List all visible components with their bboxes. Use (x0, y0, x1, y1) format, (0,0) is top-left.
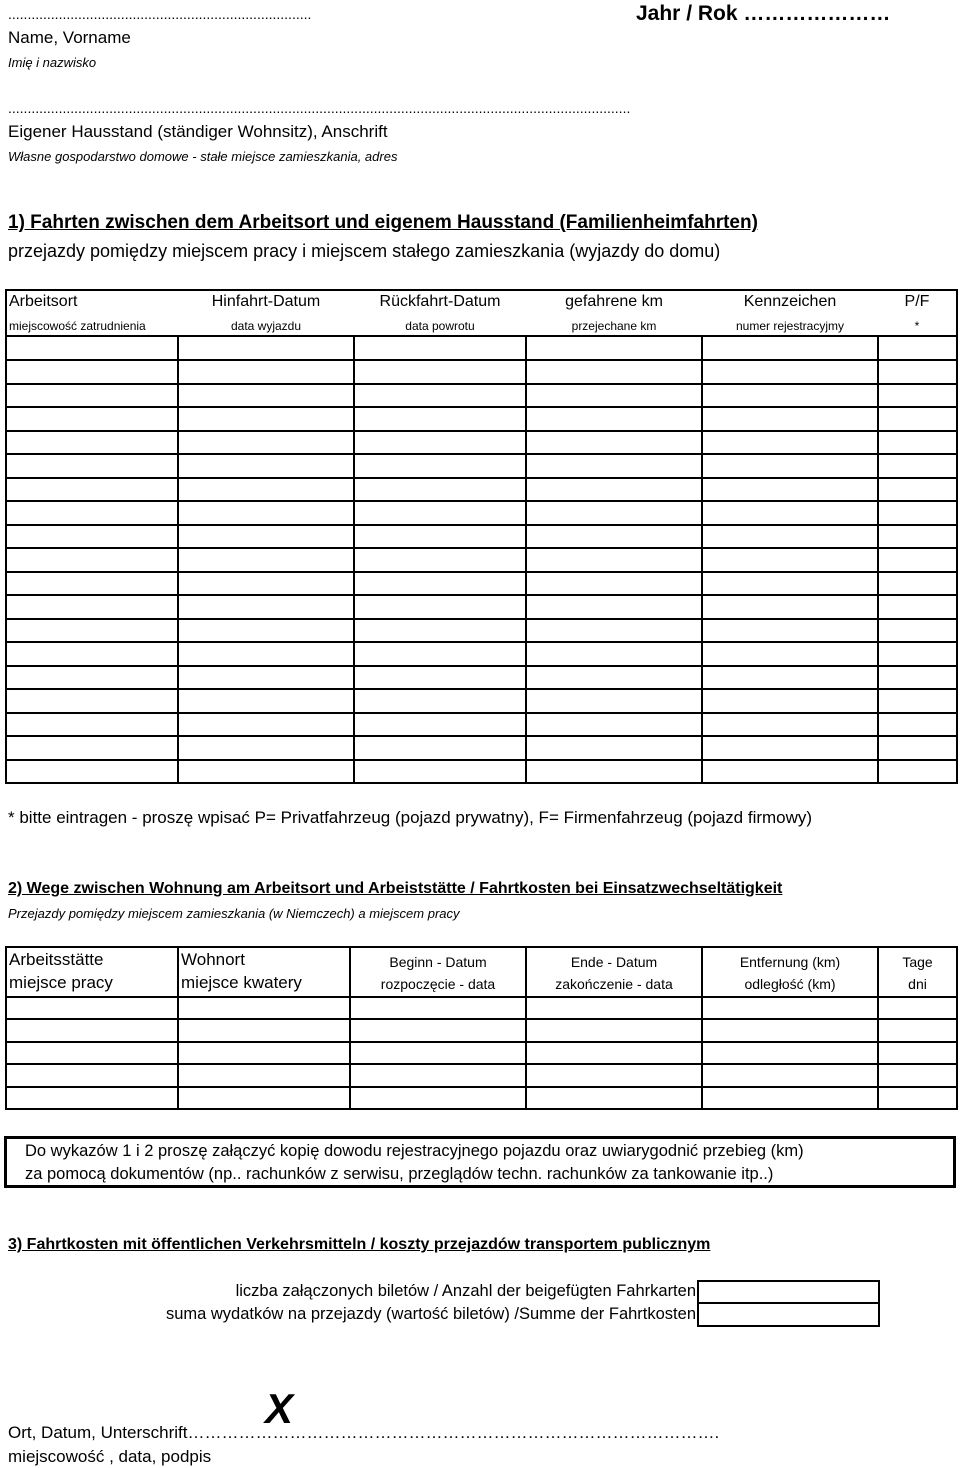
table-cell[interactable] (178, 1064, 350, 1087)
table-cell[interactable] (178, 431, 354, 455)
table-cell[interactable] (702, 336, 878, 360)
table-cell[interactable] (526, 1042, 702, 1065)
table-row (6, 454, 957, 478)
column-subheader: data powrotu (405, 319, 475, 333)
column-header: Arbeitsort (9, 293, 78, 310)
section1-title: 1) Fahrten zwischen dem Arbeitsort und eigenem Hausstand (Familienheimfahrten) (8, 212, 758, 233)
table-cell[interactable] (526, 454, 702, 478)
column-header: Rückfahrt-Datum (379, 293, 501, 310)
header-cell (350, 947, 526, 997)
trips-table-body (6, 336, 957, 783)
table-cell[interactable] (6, 572, 178, 596)
table-row (6, 642, 957, 666)
table-cell[interactable] (6, 997, 178, 1019)
table-cell[interactable] (178, 1019, 350, 1042)
table-cell[interactable] (354, 736, 526, 760)
section1-subtitle: przejazdy pomiędzy miejscem pracy i miejscem stałego zamieszkania (wyjazdy do domu) (8, 241, 721, 261)
table-cell[interactable] (878, 619, 957, 643)
table-cell[interactable] (702, 713, 878, 737)
table-cell[interactable] (178, 736, 354, 760)
table-cell[interactable] (526, 336, 702, 360)
table-row (6, 384, 957, 408)
table-cell[interactable] (178, 1042, 350, 1065)
total-costs-label: suma wydatków na przejazdy (wartość biletów) /Summe der Fahrtkosten (165, 1305, 696, 1323)
table-cell[interactable] (526, 689, 702, 713)
table-cell[interactable] (6, 666, 178, 690)
column-subheader: przejechane km (571, 319, 657, 333)
table-row (6, 407, 957, 431)
table-cell[interactable] (354, 336, 526, 360)
table-cell[interactable] (350, 997, 526, 1019)
table-row (6, 689, 957, 713)
header-cell (878, 290, 957, 336)
column-subheader: miejsce kwatery (181, 973, 302, 992)
table-cell[interactable] (6, 1019, 178, 1042)
table-cell[interactable] (702, 572, 878, 596)
table-cell[interactable] (526, 1064, 702, 1087)
table-cell[interactable] (526, 1087, 702, 1110)
signature-sublabel: miejscowość , data, podpis (8, 1447, 212, 1466)
table-cell[interactable] (354, 454, 526, 478)
table-cell[interactable] (354, 666, 526, 690)
table-row (6, 736, 957, 760)
table-cell[interactable] (878, 407, 957, 431)
table-row (6, 548, 957, 572)
table-row (6, 713, 957, 737)
table-cell[interactable] (702, 595, 878, 619)
table-cell[interactable] (526, 595, 702, 619)
table-cell[interactable] (178, 407, 354, 431)
column-subheader: rozpoczęcie - data (380, 976, 496, 992)
commute-table-header (6, 947, 957, 997)
table-cell[interactable] (526, 525, 702, 549)
table-cell[interactable] (526, 431, 702, 455)
name-sublabel: Imię i nazwisko (8, 55, 97, 70)
table-cell[interactable] (354, 478, 526, 502)
table-cell[interactable] (6, 595, 178, 619)
table-cell[interactable] (350, 1019, 526, 1042)
table-cell[interactable] (350, 1042, 526, 1065)
table-cell[interactable] (6, 1064, 178, 1087)
column-header: gefahrene km (565, 293, 663, 310)
tickets-count-label: liczba załączonych biletów / Anzahl der beigefügten Fahrkarten (235, 1282, 696, 1300)
section2-subtitle: Przejazdy pomiędzy miejscem zamieszkania (w Niemczech) a miejscem pracy (8, 906, 460, 921)
column-header: Kennzeichen (743, 293, 837, 310)
table-cell[interactable] (878, 384, 957, 408)
table-cell[interactable] (702, 454, 878, 478)
table-row (6, 1019, 957, 1042)
table-cell[interactable] (702, 997, 878, 1019)
table-cell[interactable] (878, 595, 957, 619)
table-cell[interactable] (354, 501, 526, 525)
column-header: Entfernung (km) (739, 954, 841, 970)
table-cell[interactable] (6, 619, 178, 643)
table-cell[interactable] (702, 1064, 878, 1087)
column-header: P/F (904, 293, 930, 310)
table-cell[interactable] (354, 407, 526, 431)
table-cell[interactable] (878, 525, 957, 549)
table-cell[interactable] (6, 736, 178, 760)
table-cell[interactable] (526, 666, 702, 690)
table-cell[interactable] (354, 572, 526, 596)
table-cell[interactable] (6, 454, 178, 478)
table-cell[interactable] (6, 501, 178, 525)
table-row (6, 525, 957, 549)
table-cell[interactable] (178, 478, 354, 502)
table-cell[interactable] (6, 360, 178, 384)
table-row (6, 1087, 957, 1110)
table-cell[interactable] (702, 736, 878, 760)
column-subheader: data wyjazdu (230, 319, 302, 333)
table-cell[interactable] (702, 431, 878, 455)
table-cell[interactable] (6, 1087, 178, 1110)
header-cell (878, 947, 957, 997)
table-cell[interactable] (354, 360, 526, 384)
table-cell[interactable] (526, 360, 702, 384)
table-cell[interactable] (178, 713, 354, 737)
table-row (6, 595, 957, 619)
column-header: Beginn - Datum (389, 954, 487, 970)
table-cell[interactable] (878, 572, 957, 596)
table-cell[interactable] (178, 689, 354, 713)
table-cell[interactable] (354, 689, 526, 713)
column-subheader: miejsce pracy (9, 973, 113, 992)
column-subheader: numer rejestracyjmy (735, 319, 845, 333)
table-cell[interactable] (878, 666, 957, 690)
column-header: Wohnort (181, 950, 245, 969)
table-cell[interactable] (6, 384, 178, 408)
table-cell[interactable] (878, 736, 957, 760)
column-header: Arbeitsstätte (9, 950, 104, 969)
table-cell[interactable] (6, 548, 178, 572)
table-cell[interactable] (702, 407, 878, 431)
column-subheader: dni (908, 976, 927, 992)
column-subheader: zakończenie - data (555, 976, 673, 992)
table-row (6, 997, 957, 1019)
table-cell[interactable] (178, 760, 354, 784)
table-cell[interactable] (6, 478, 178, 502)
table-cell[interactable] (178, 336, 354, 360)
column-header: Hinfahrt-Datum (211, 293, 321, 310)
table-cell[interactable] (354, 525, 526, 549)
address-dotted-line: ................................................................................................................................................................ (8, 100, 631, 116)
table-cell[interactable] (354, 760, 526, 784)
table-cell[interactable] (178, 384, 354, 408)
table-cell[interactable] (878, 501, 957, 525)
table-row (6, 1042, 957, 1065)
table-cell[interactable] (526, 548, 702, 572)
header-cell (6, 947, 178, 997)
table-cell[interactable] (702, 501, 878, 525)
table-cell[interactable] (354, 642, 526, 666)
table-cell[interactable] (354, 619, 526, 643)
table-cell[interactable] (354, 431, 526, 455)
table-cell[interactable] (702, 1042, 878, 1065)
commute-table-body (6, 997, 957, 1109)
table-cell[interactable] (878, 1042, 957, 1065)
table-cell[interactable] (878, 454, 957, 478)
commute-table (5, 946, 958, 1110)
table-cell[interactable] (526, 478, 702, 502)
name-label: Name, Vorname (8, 28, 131, 47)
table-cell[interactable] (6, 642, 178, 666)
notice-line-2: za pomocą dokumentów (np.. rachunków z serwisu, przeglądów techn. rachunków za tankowanie itp..) (25, 1165, 774, 1183)
table-cell[interactable] (6, 336, 178, 360)
address-label: Eigener Hausstand (ständiger Wohnsitz), Anschrift (8, 122, 388, 141)
table-cell[interactable] (878, 360, 957, 384)
table-cell[interactable] (878, 336, 957, 360)
table-cell[interactable] (178, 572, 354, 596)
table-cell[interactable] (178, 642, 354, 666)
section2-title: 2) Wege zwischen Wohnung am Arbeitsort und Arbeiststätte / Fahrtkosten bei Einsatzwechseltätigkeit (8, 880, 783, 897)
table-cell[interactable] (6, 431, 178, 455)
table-row (6, 431, 957, 455)
table-row (6, 360, 957, 384)
table-cell[interactable] (702, 642, 878, 666)
table-cell[interactable] (526, 384, 702, 408)
table-cell[interactable] (526, 407, 702, 431)
table-cell[interactable] (878, 760, 957, 784)
table-cell[interactable] (702, 1019, 878, 1042)
table-cell[interactable] (702, 619, 878, 643)
table-cell[interactable] (6, 760, 178, 784)
table-row (6, 336, 957, 360)
table-cell[interactable] (354, 384, 526, 408)
table-row (6, 478, 957, 502)
table-cell[interactable] (702, 689, 878, 713)
header-cell (526, 290, 702, 336)
table-cell[interactable] (526, 713, 702, 737)
table-cell[interactable] (878, 548, 957, 572)
table-row (6, 760, 957, 784)
table-cell[interactable] (350, 1087, 526, 1110)
section1-footnote: * bitte eintragen - proszę wpisać P= Privatfahrzeug (pojazd prywatny), F= Firmenfahrzeug (pojazd firmowy) (8, 808, 813, 827)
table-cell[interactable] (6, 407, 178, 431)
table-cell[interactable] (526, 736, 702, 760)
year-label: Jahr / Rok ………………… (636, 2, 891, 25)
table-cell[interactable] (178, 360, 354, 384)
table-cell[interactable] (526, 1019, 702, 1042)
table-row (6, 572, 957, 596)
table-cell[interactable] (178, 619, 354, 643)
table-cell[interactable] (878, 642, 957, 666)
table-cell[interactable] (178, 548, 354, 572)
column-subheader: * (914, 319, 920, 333)
table-cell[interactable] (878, 431, 957, 455)
header-cell (6, 290, 178, 336)
signature-mark: X (265, 1385, 294, 1432)
table-cell[interactable] (878, 1019, 957, 1042)
table-cell[interactable] (702, 384, 878, 408)
table-cell[interactable] (702, 525, 878, 549)
table-cell[interactable] (178, 997, 350, 1019)
table-cell[interactable] (702, 1087, 878, 1110)
table-cell[interactable] (702, 760, 878, 784)
total-costs-field[interactable] (697, 1302, 880, 1327)
section3-title: 3) Fahrtkosten mit öffentlichen Verkehrsmitteln / koszty przejazdów transportem publicznym (8, 1236, 711, 1253)
table-cell[interactable] (178, 454, 354, 478)
table-cell[interactable] (526, 997, 702, 1019)
tickets-count-field[interactable] (697, 1280, 880, 1304)
table-row (6, 619, 957, 643)
table-cell[interactable] (526, 572, 702, 596)
table-cell[interactable] (878, 997, 957, 1019)
column-header: Ende - Datum (570, 954, 658, 970)
header-cell (178, 947, 350, 997)
table-cell[interactable] (178, 666, 354, 690)
table-cell[interactable] (526, 760, 702, 784)
table-cell[interactable] (354, 713, 526, 737)
table-cell[interactable] (178, 525, 354, 549)
table-cell[interactable] (878, 1064, 957, 1087)
table-cell[interactable] (6, 1042, 178, 1065)
table-row (6, 501, 957, 525)
table-cell[interactable] (354, 548, 526, 572)
signature-label[interactable]: Ort, Datum, Unterschrift…………………………………………………………………………………. (8, 1423, 720, 1442)
table-cell[interactable] (350, 1064, 526, 1087)
address-sublabel: Własne gospodarstwo domowe - stałe miejsce zamieszkania, adres (8, 149, 398, 164)
name-dotted-line: .............................................................................. (8, 6, 312, 22)
table-cell[interactable] (878, 713, 957, 737)
notice-line-1: Do wykazów 1 i 2 proszę załączyć kopię dowodu rejestracyjnego pojazdu oraz uwiarygodnić przebieg (km) (25, 1142, 804, 1160)
header-cell (526, 947, 702, 997)
column-header: Tage (902, 954, 933, 970)
table-cell[interactable] (526, 619, 702, 643)
table-cell[interactable] (6, 713, 178, 737)
table-cell[interactable] (702, 360, 878, 384)
table-cell[interactable] (6, 525, 178, 549)
table-cell[interactable] (178, 501, 354, 525)
trips-table (5, 289, 958, 784)
column-subheader: miejscowość zatrudnienia (9, 319, 146, 333)
header-cell (702, 290, 878, 336)
table-cell[interactable] (526, 642, 702, 666)
table-cell[interactable] (526, 501, 702, 525)
table-cell[interactable] (354, 595, 526, 619)
header-cell (178, 290, 354, 336)
table-row (6, 666, 957, 690)
table-cell[interactable] (878, 689, 957, 713)
notice-box (4, 1136, 956, 1188)
table-cell[interactable] (702, 478, 878, 502)
table-cell[interactable] (878, 1087, 957, 1110)
table-cell[interactable] (878, 478, 957, 502)
table-cell[interactable] (178, 1087, 350, 1110)
table-cell[interactable] (178, 595, 354, 619)
header-cell (354, 290, 526, 336)
table-cell[interactable] (702, 548, 878, 572)
table-cell[interactable] (6, 689, 178, 713)
table-row (6, 1064, 957, 1087)
column-subheader: odległość (km) (744, 976, 836, 992)
table-cell[interactable] (702, 666, 878, 690)
trips-table-header (6, 290, 957, 336)
header-cell (702, 947, 878, 997)
